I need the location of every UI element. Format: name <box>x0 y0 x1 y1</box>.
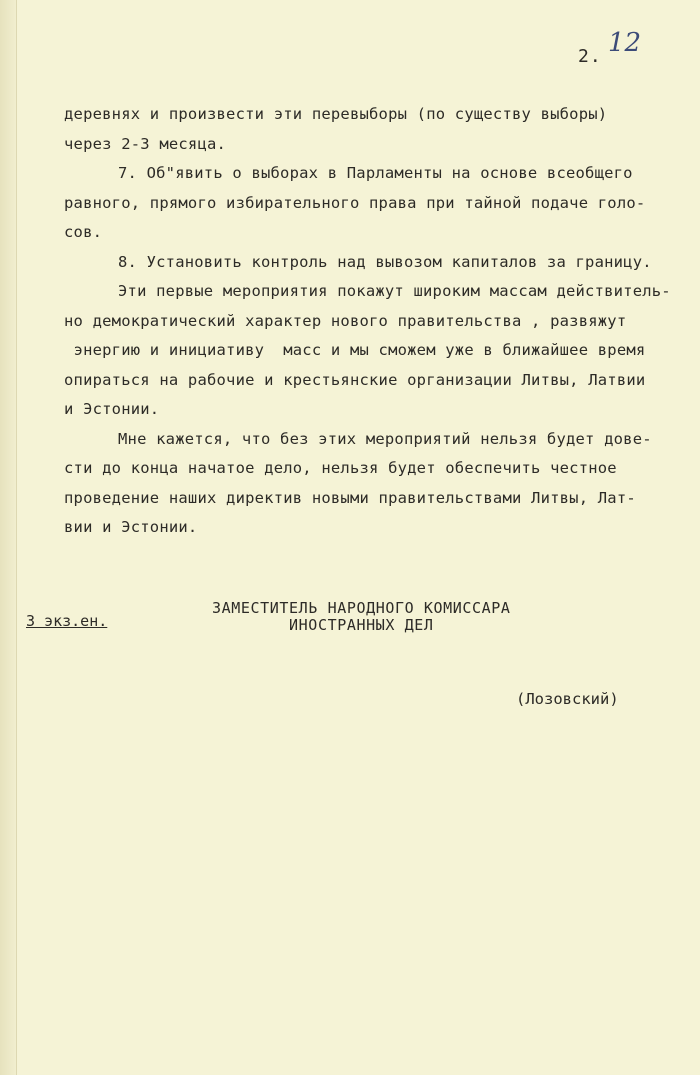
body-line: сов. <box>64 223 103 241</box>
signatory-title <box>212 600 511 634</box>
handwritten-page-number: 12 <box>608 28 642 58</box>
body-line: опираться на рабочие и крестьянские организации Литвы, Латвии <box>64 370 646 389</box>
body-line: сти до конца начатое дело, нельзя будет обеспечить честное <box>64 459 617 477</box>
page-left-edge <box>0 0 17 1075</box>
body-line: 8. Установить контроль над вывозом капиталов за границу. <box>118 252 652 271</box>
body-line: проведение наших директив новыми правительствами Литвы, Лат- <box>64 488 636 507</box>
body-line: 7. Об"явить о выборах в Парламенты на основе всеобщего <box>118 164 633 182</box>
body-line: деревнях и произвести эти перевыборы (по существу выборы) <box>64 105 608 123</box>
copies-note: 3 экз.ен. <box>26 612 108 630</box>
body-line: но демократический характер нового правительства , развяжут <box>64 311 627 330</box>
body-line: энергию и инициативу масс и мы сможем уже в ближайшее время <box>64 341 646 359</box>
signatory-name: (Лозовский) <box>516 690 619 708</box>
body-line: равного, прямого избирательного права при тайной подаче голо- <box>64 193 646 212</box>
body-line: Мне кажется, что без этих мероприятий нельзя будет дове- <box>118 429 652 448</box>
body-line: через 2-3 месяца. <box>64 134 227 153</box>
body-line: и Эстонии. <box>64 400 160 418</box>
document-body <box>64 100 684 543</box>
signatory-title-line2: ИНОСТРАННЫХ ДЕЛ <box>289 616 434 634</box>
page-number: 2. <box>578 46 602 67</box>
body-line: вии и Эстонии. <box>64 518 198 536</box>
body-line: Эти первые мероприятия покажут широким массам действитель- <box>118 282 671 300</box>
signatory-title-line1: ЗАМЕСТИТЕЛЬ НАРОДНОГО КОМИССАРА <box>212 599 511 617</box>
